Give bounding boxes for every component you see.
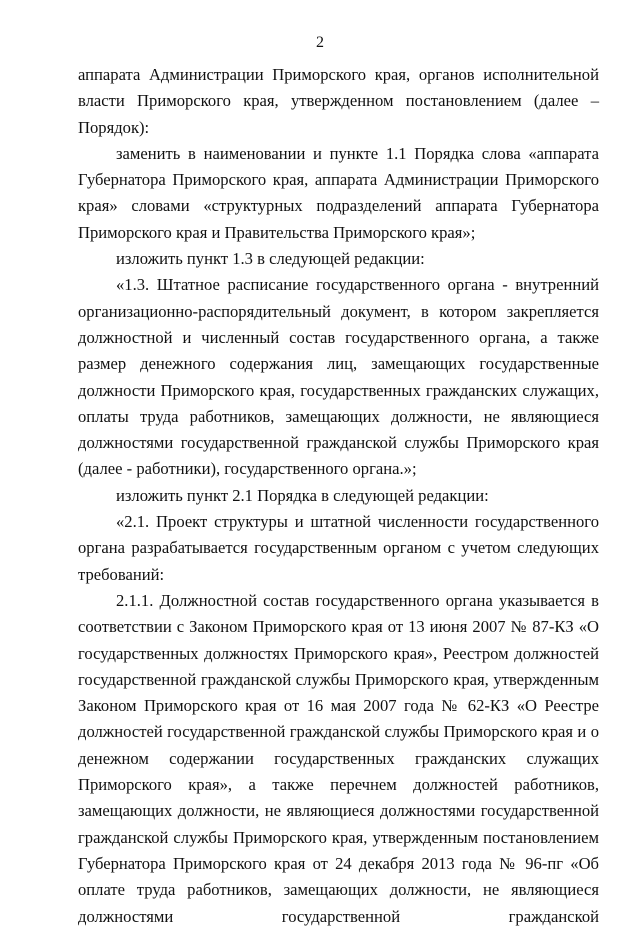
page-number: 2 — [316, 34, 324, 51]
paragraph-procedure-intro: аппарата Администрации Приморского края, органов исполнительной власти Приморского края, утвержденном постановлением (далее – Порядок): — [78, 65, 599, 137]
paragraph-replace-words: заменить в наименовании и пункте 1.1 Порядка слова «аппарата Губернатора Приморского края, аппарата Администрации Приморского края» словами «структурных подразделений аппарата Губернатора Приморского края и Правительства Приморского края»; — [78, 143, 599, 242]
paragraph-item-2-1-1-text: 2.1.1. Должностной состав государственного органа указывается в соответствии с Законом Приморского края от 13 июня 2007 № 87-КЗ «О государственных должностях Приморского края», Реестром должностей государственной гражданской службы Приморского края, утвержденным Законом Приморского края от 16 мая 2007 года № 62-КЗ «О Реестре должностей государственной гражданской службы Приморского края и о денежном содержании государственных гражданских служащих Приморского края», а также перечнем должностей работников, замещающих должности, не являющиеся должностями государственной гражданской службы Приморского края, утвержденным постановлением Губернатора Приморского края от 24 декабря 2013 года № 96-пг «Об оплате труда работников, замещающих должности, не являющиеся должностями государственной гражданской — [78, 590, 599, 926]
paragraph-item-1-3-intro: изложить пункт 1.3 в следующей редакции: — [116, 249, 425, 269]
paragraph-item-2-1-intro: изложить пункт 2.1 Порядка в следующей редакции: — [116, 485, 489, 505]
paragraph-item-2-1-text: «2.1. Проект структуры и штатной численности государственного органа разрабатывается государственным органом с учетом следующих требований: — [78, 512, 599, 584]
document-body — [78, 62, 599, 930]
paragraph-item-1-3-text: «1.3. Штатное расписание государственного органа - внутренний организационно-распорядительный документ, в котором закрепляется должностной и численный состав государственного органа, а также размер денежного содержания лиц, замещающих государственные должности Приморского края, государственных гражданских служащих, оплаты труда работников, замещающих должности, не являющиеся должностями государственной гражданской службы Приморского края (далее - работники), государственного органа.»; — [78, 275, 599, 479]
